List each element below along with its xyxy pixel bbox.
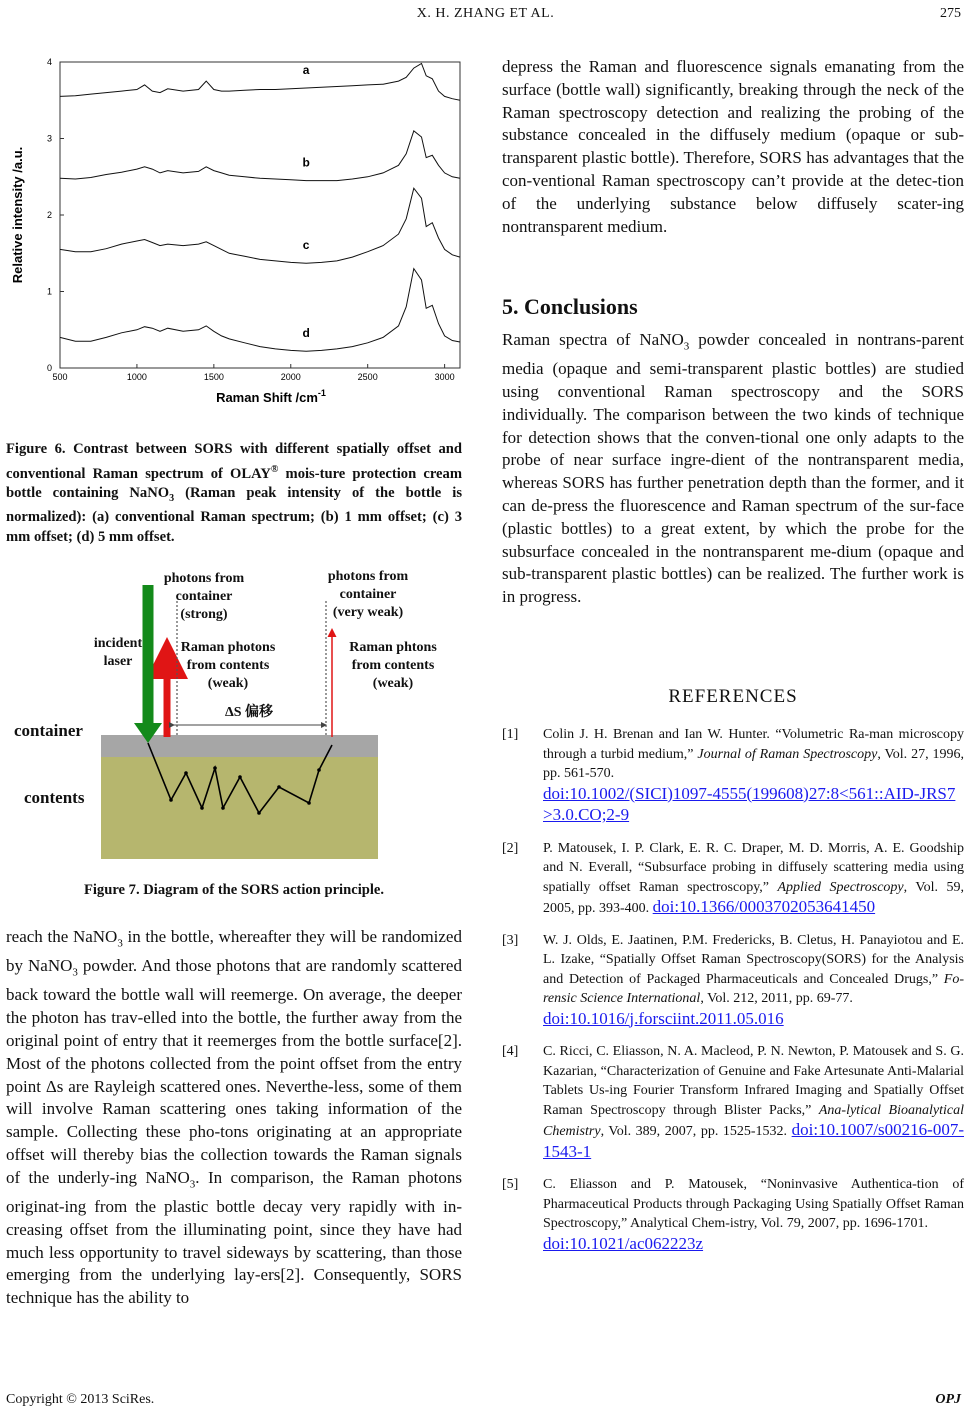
series-label-b: b [302, 155, 310, 170]
label-photons-weak: photons from container (very weak) [327, 569, 409, 620]
right-body-paragraph-2: Raman spectra of NaNO$_3$ powder concealed in nontrans-parent media (opaque and semi-transparent plastic bottles) are studied using conventional Raman spectroscopy and the SORS individually. The comparison between the two kinds of technique for detection shows that the conven-tional one only adapts to the probe of near surface ingre-dient of the nontransparent media, whereas SORS has further penetration depth than the former, and it can de-press the fluorescence and Raman spectrum of the sur-face (plastic bottles) to a great extent, by which the probe for the subsurface concealed in the nontransparent me-dium (opaque and sub-transparent plastic bottles) can be realized. The further work is in progress. [502, 330, 965, 607]
label-contents: contents [24, 788, 85, 807]
figure6-caption: Figure 6. Contrast between SORS with different spatially offset and conventional Raman spectrum of OLAY® mois-ture protection cream bottle containing NaNO$_3$ (Raman peak intensity of the bottle is normalized): (a) conventional Raman spectrum; (b) 1 mm offset; (c) 3 mm offset; (d) 5 mm offset. [6, 441, 462, 545]
y-tick-label: 2 [46, 210, 52, 220]
y-tick-label: 1 [46, 286, 52, 297]
figure6-chart [6, 50, 466, 410]
figure6-xlabel: Raman Shift $/cm^{-1}$ [216, 388, 326, 405]
reference-item: [3] W. J. Olds, E. Jaatinen, P.M. Fredericks, B. Cletus, H. Panayiotou and E. L. Izake, “Spatially Offset Raman Spectroscopy(SORS) for the Analysis and Detection of Packaged Pharmaceuticals and Concealed Drugs,” Fo-rensic Science International, Vol. 212, 2011, pp. 69-77. doi:10.1016/j.forsciint.2011.05.016 [502, 932, 964, 1028]
label-offset: ΔS 偏移 [224, 705, 274, 720]
reference-item: [5] C. Eliasson and P. Matousek, “Noninvasive Authentica-tion of Pharmaceutical Products through Packaging Using Spatially Offset Raman Spectroscopy,” Analytical Chem-istry, Vol. 79, 2007, pp. 1696-1701. doi:10.1021/ac062223z [502, 1177, 964, 1253]
reference-doi-link[interactable]: doi:10.1007/s00216-007-1543-1 [543, 1120, 964, 1161]
figure7-diagram [14, 565, 464, 865]
label-photons-strong: photons from container (strong) [163, 571, 245, 622]
figure6-ylabel: Relative intensity /a.u. [10, 146, 25, 284]
x-tick-label: 3000 [434, 372, 455, 382]
running-header: X. H. ZHANG ET AL. [416, 6, 555, 21]
x-tick-label: 2000 [280, 372, 301, 382]
reference-doi-link[interactable]: doi:10.1366/0003702053641450 [652, 897, 876, 916]
series-label-d: d [302, 326, 310, 341]
footer-copyright: Copyright © 2013 SciRes. [6, 1392, 155, 1407]
y-tick-label: 3 [46, 133, 52, 144]
right-body-paragraph-1: depress the Raman and fluorescence signals emanating from the surface (bottle wall) significantly, breaking through the neck of the Raman spectroscopy detection and realizing the probing of the substance concealed in the diffusely medium (opaque or sub-transparent plastic bottle). Therefore, SORS has advantages that the con-ventional Raman spectroscopy can’t provide at the detec-tion of the underlying substance below diffusely scater-ing nontransparent medium. [502, 57, 964, 236]
left-body-paragraph: reach the NaNO$_3$ in the bottle, whereafter they will be randomized by NaNO$_3$ powder. And those photons that are randomly scattered back toward the bottle wall will reemerge. On average, the deeper the photon has trav-elled into the bottle, the further away from the original point of entry that it reemerges from the bottle surface[2]. Most of the photons collected from the point offset from the entry point Δs are Rayleigh scattered ones. Neverthe-less, some of them will involve Raman scattering ones taking information of the sample. Collecting these pho-tons originating at an appropriate offset will thereby bias the collection towards the Raman signals of the underly-ing NaNO$_3$. In comparison, the Raman photons originat-ing from the plastic bottle decay very rapidly with in-creasing offset from the illuminating point, since they have had much less opportunity to travel sideways by scattering, than those emerging from the underlying lay-ers[2]. Consequently, SORS technique has the ability to [6, 927, 462, 1308]
references-heading: REFERENCES [668, 686, 798, 707]
y-tick-label: 4 [46, 57, 52, 67]
series-label-a: a [302, 63, 310, 78]
series-label-c: c [302, 238, 310, 253]
footer-journal: OPJ [935, 1392, 961, 1407]
reference-doi-link[interactable]: doi:10.1021/ac062223z [543, 1233, 704, 1253]
container-layer [101, 735, 378, 757]
label-raman-left: Raman photons from contents (weak) [180, 640, 276, 691]
section-heading-conclusions: 5. Conclusions [502, 294, 638, 319]
figure7-caption: Figure 7. Diagram of the SORS action principle. [83, 882, 385, 898]
x-tick-label: 1000 [126, 372, 147, 382]
reference-item: [1] Colin J. H. Brenan and Ian W. Hunter. “Volumetric Ra-man microscopy through a turbid medium,” Journal of Raman Spectroscopy, Vol. 27, 1996, pp. 561-570. doi:10.1002/(SICI)1097-4555(199608)27:8<561::AID-JRS7>3.0.CO;2-9 [502, 727, 964, 824]
reference-doi-link[interactable]: doi:10.1016/j.forsciint.2011.05.016 [543, 1008, 784, 1028]
label-incident-laser: incident laser [93, 636, 143, 669]
x-tick-label: 2500 [357, 372, 378, 382]
reference-item: [4] C. Ricci, C. Eliasson, N. A. Macleod, P. N. Newton, P. Matousek and S. G. Kazarian, “Characterization of Genuine and Fake Artesunate Anti-Malarial Tablets Us-ing Fourier Transform Infrared Imaging and Spatially Offset Raman Spectroscopy through Blister Packs,” Ana-lytical Bioanalytical Chemistry, Vol. 389, 2007, pp. 1525-1532. doi:10.1007/s00216-007-1543-1 [502, 1044, 964, 1161]
label-container: container [14, 721, 83, 740]
references-list [502, 725, 964, 1255]
x-tick-label: 500 [52, 372, 68, 382]
page-number: 275 [940, 6, 961, 21]
label-raman-right: Raman phtons from contents (weak) [349, 640, 437, 691]
reference-doi-link[interactable]: doi:10.1002/(SICI)1097-4555(199608)27:8<561::AID-JRS7>3.0.CO;2-9 [543, 783, 956, 824]
contents-layer [101, 757, 378, 859]
y-tick-label: 0 [46, 363, 52, 373]
reference-item: [2] P. Matousek, I. P. Clark, E. R. C. Draper, M. D. Morris, A. E. Goodship and N. Everall, “Subsurface probing in diffusely scattering media using spatially offset Raman spectroscopy,” Applied Spectroscopy, Vol. 59, 2005, pp. 393-400. doi:10.1366/0003702053641450 [502, 840, 965, 916]
x-tick-label: 1500 [203, 372, 224, 382]
